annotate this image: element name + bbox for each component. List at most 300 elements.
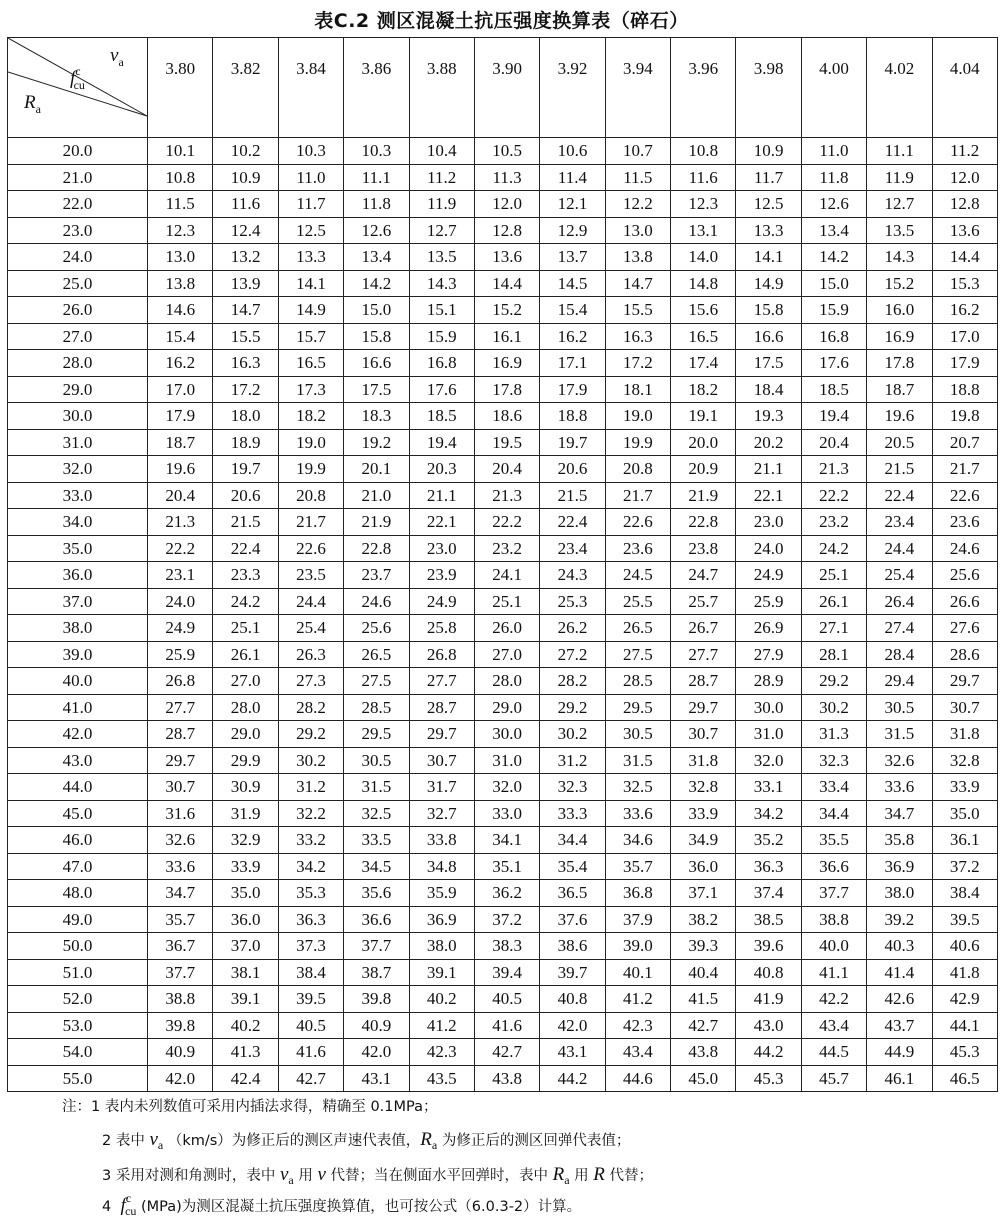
table-cell: 42.7 [671, 1012, 736, 1039]
table-cell: 33.9 [671, 800, 736, 827]
col-header: 3.84 [278, 38, 343, 138]
table-cell: 33.3 [540, 800, 605, 827]
row-header: 34.0 [8, 509, 148, 536]
table-row [8, 933, 998, 960]
table-cell: 17.5 [736, 350, 801, 377]
table-cell: 20.9 [671, 456, 736, 483]
table-cell: 39.5 [278, 986, 343, 1013]
table-cell: 37.3 [278, 933, 343, 960]
table-cell: 13.4 [344, 244, 409, 271]
table-cell: 25.1 [213, 615, 278, 642]
table-cell: 32.0 [736, 747, 801, 774]
table-cell: 14.2 [344, 270, 409, 297]
table-cell: 16.1 [474, 323, 539, 350]
table-cell: 17.9 [540, 376, 605, 403]
table-cell: 39.1 [213, 986, 278, 1013]
corner-header-cell [8, 38, 148, 138]
table-cell: 38.8 [148, 986, 213, 1013]
col-header: 3.94 [605, 38, 670, 138]
table-cell: 21.9 [671, 482, 736, 509]
table-cell: 31.9 [213, 800, 278, 827]
table-row [8, 138, 998, 165]
table-cell: 40.2 [409, 986, 474, 1013]
table-cell: 27.2 [540, 641, 605, 668]
table-cell: 39.4 [474, 959, 539, 986]
table-cell: 33.0 [474, 800, 539, 827]
table-cell: 14.9 [278, 297, 343, 324]
table-cell: 33.6 [867, 774, 932, 801]
table-cell: 11.9 [409, 191, 474, 218]
table-cell: 11.5 [148, 191, 213, 218]
table-cell: 18.4 [736, 376, 801, 403]
col-header: 4.02 [867, 38, 932, 138]
table-cell: 15.9 [801, 297, 866, 324]
table-cell: 44.6 [605, 1065, 670, 1092]
table-cell: 46.5 [932, 1065, 997, 1092]
note-4: 4 $f^c_{cu}$ (MPa)为测区混凝土抗压强度换算值，也可按公式（6.0.3-2）计算。 [102, 1191, 582, 1218]
table-cell: 38.0 [409, 933, 474, 960]
table-cell: 16.2 [148, 350, 213, 377]
table-cell: 13.0 [148, 244, 213, 271]
va-symbol: $v_a$ [110, 45, 124, 69]
table-cell: 41.9 [736, 986, 801, 1013]
row-header: 42.0 [8, 721, 148, 748]
table-cell: 28.0 [213, 694, 278, 721]
table-cell: 32.3 [801, 747, 866, 774]
table-cell: 24.6 [932, 535, 997, 562]
table-cell: 31.8 [671, 747, 736, 774]
table-cell: 29.7 [932, 668, 997, 695]
table-cell: 17.6 [801, 350, 866, 377]
table-cell: 26.1 [213, 641, 278, 668]
row-header: 35.0 [8, 535, 148, 562]
table-cell: 41.2 [409, 1012, 474, 1039]
table-cell: 17.8 [474, 376, 539, 403]
table-cell: 35.1 [474, 853, 539, 880]
row-header: 53.0 [8, 1012, 148, 1039]
table-cell: 11.2 [409, 164, 474, 191]
table-title: 表C.2 测区混凝土抗压强度换算表（碎石） [314, 10, 689, 32]
table-cell: 23.6 [605, 535, 670, 562]
table-cell: 39.6 [736, 933, 801, 960]
table-cell: 16.5 [278, 350, 343, 377]
table-cell: 20.5 [867, 429, 932, 456]
table-cell: 18.6 [474, 403, 539, 430]
table-cell: 21.3 [801, 456, 866, 483]
table-cell: 34.1 [474, 827, 539, 854]
note-2: 2 表中 $v_a$ （km/s）为修正后的测区声速代表值，$R_a$ 为修正后的测区回弹代表值； [102, 1129, 631, 1152]
table-cell: 34.8 [409, 853, 474, 880]
table-row [8, 403, 998, 430]
table-cell: 16.0 [867, 297, 932, 324]
table-row [8, 482, 998, 509]
table-cell: 31.0 [474, 747, 539, 774]
table-cell: 43.7 [867, 1012, 932, 1039]
col-header: 3.80 [148, 38, 213, 138]
table-cell: 26.4 [867, 588, 932, 615]
table-cell: 37.6 [540, 906, 605, 933]
table-cell: 42.7 [278, 1065, 343, 1092]
table-cell: 36.9 [409, 906, 474, 933]
table-cell: 22.6 [605, 509, 670, 536]
table-cell: 18.8 [932, 376, 997, 403]
table-cell: 38.6 [540, 933, 605, 960]
table-row [8, 880, 998, 907]
table-body [8, 138, 998, 1092]
table-cell: 38.1 [213, 959, 278, 986]
table-cell: 17.6 [409, 376, 474, 403]
table-cell: 11.3 [474, 164, 539, 191]
table-cell: 28.9 [736, 668, 801, 695]
table-cell: 27.3 [278, 668, 343, 695]
table-cell: 23.0 [736, 509, 801, 536]
table-cell: 19.6 [148, 456, 213, 483]
table-cell: 31.0 [736, 721, 801, 748]
table-cell: 43.8 [474, 1065, 539, 1092]
table-cell: 22.4 [540, 509, 605, 536]
table-cell: 37.2 [932, 853, 997, 880]
table-cell: 27.5 [605, 641, 670, 668]
table-cell: 30.7 [148, 774, 213, 801]
table-cell: 10.3 [278, 138, 343, 165]
table-cell: 29.9 [213, 747, 278, 774]
table-cell: 27.4 [867, 615, 932, 642]
table-cell: 13.1 [671, 217, 736, 244]
table-cell: 42.3 [605, 1012, 670, 1039]
table-row [8, 959, 998, 986]
table-cell: 29.5 [605, 694, 670, 721]
table-row [8, 853, 998, 880]
table-cell: 35.3 [278, 880, 343, 907]
table-cell: 32.6 [148, 827, 213, 854]
table-row [8, 217, 998, 244]
table-cell: 19.4 [409, 429, 474, 456]
table-cell: 41.8 [932, 959, 997, 986]
row-header: 49.0 [8, 906, 148, 933]
table-cell: 37.1 [671, 880, 736, 907]
table-cell: 11.1 [344, 164, 409, 191]
table-cell: 11.4 [540, 164, 605, 191]
table-cell: 40.5 [278, 1012, 343, 1039]
table-cell: 24.2 [213, 588, 278, 615]
table-cell: 14.6 [148, 297, 213, 324]
table-cell: 26.2 [540, 615, 605, 642]
table-cell: 21.7 [605, 482, 670, 509]
table-cell: 11.9 [867, 164, 932, 191]
table-cell: 20.6 [213, 482, 278, 509]
table-cell: 35.7 [148, 906, 213, 933]
table-cell: 23.0 [409, 535, 474, 562]
table-cell: 12.7 [409, 217, 474, 244]
table-cell: 43.4 [605, 1039, 670, 1066]
table-cell: 41.5 [671, 986, 736, 1013]
table-cell: 45.0 [671, 1065, 736, 1092]
table-cell: 24.0 [148, 588, 213, 615]
table-cell: 13.5 [409, 244, 474, 271]
table-cell: 28.1 [801, 641, 866, 668]
table-cell: 22.1 [409, 509, 474, 536]
table-cell: 31.8 [932, 721, 997, 748]
row-header: 22.0 [8, 191, 148, 218]
table-cell: 18.3 [344, 403, 409, 430]
table-cell: 13.7 [540, 244, 605, 271]
table-cell: 40.8 [736, 959, 801, 986]
table-cell: 17.9 [932, 350, 997, 377]
table-cell: 30.5 [344, 747, 409, 774]
table-cell: 30.9 [213, 774, 278, 801]
table-cell: 35.4 [540, 853, 605, 880]
table-cell: 14.0 [671, 244, 736, 271]
table-cell: 20.4 [474, 456, 539, 483]
table-cell: 19.9 [605, 429, 670, 456]
table-cell: 30.0 [474, 721, 539, 748]
table-cell: 31.2 [540, 747, 605, 774]
table-cell: 21.3 [474, 482, 539, 509]
table-cell: 28.2 [540, 668, 605, 695]
table-cell: 24.1 [474, 562, 539, 589]
table-cell: 45.3 [932, 1039, 997, 1066]
table-cell: 20.1 [344, 456, 409, 483]
table-cell: 10.9 [736, 138, 801, 165]
table-cell: 24.5 [605, 562, 670, 589]
table-cell: 16.2 [540, 323, 605, 350]
row-header: 21.0 [8, 164, 148, 191]
table-cell: 28.7 [148, 721, 213, 748]
table-cell: 34.2 [736, 800, 801, 827]
table-cell: 28.2 [278, 694, 343, 721]
table-cell: 29.0 [474, 694, 539, 721]
table-cell: 15.2 [867, 270, 932, 297]
table-cell: 31.7 [409, 774, 474, 801]
table-cell: 40.4 [671, 959, 736, 986]
table-cell: 19.0 [605, 403, 670, 430]
table-cell: 20.2 [736, 429, 801, 456]
row-header: 40.0 [8, 668, 148, 695]
table-cell: 26.9 [736, 615, 801, 642]
table-cell: 29.4 [867, 668, 932, 695]
table-cell: 33.2 [278, 827, 343, 854]
table-cell: 36.6 [344, 906, 409, 933]
table-cell: 14.2 [801, 244, 866, 271]
table-cell: 11.7 [736, 164, 801, 191]
table-cell: 25.1 [801, 562, 866, 589]
row-header: 29.0 [8, 376, 148, 403]
table-cell: 17.0 [148, 376, 213, 403]
table-cell: 33.4 [801, 774, 866, 801]
table-cell: 32.6 [867, 747, 932, 774]
row-header: 23.0 [8, 217, 148, 244]
table-row [8, 164, 998, 191]
table-cell: 15.9 [409, 323, 474, 350]
table-cell: 43.4 [801, 1012, 866, 1039]
table-cell: 38.0 [867, 880, 932, 907]
table-cell: 13.3 [736, 217, 801, 244]
table-cell: 15.7 [278, 323, 343, 350]
table-cell: 42.0 [540, 1012, 605, 1039]
table-cell: 19.5 [474, 429, 539, 456]
table-cell: 22.2 [148, 535, 213, 562]
table-row [8, 694, 998, 721]
table-cell: 33.8 [409, 827, 474, 854]
table-cell: 32.5 [605, 774, 670, 801]
table-cell: 17.8 [867, 350, 932, 377]
table-cell: 35.0 [213, 880, 278, 907]
table-cell: 34.4 [540, 827, 605, 854]
table-cell: 17.2 [605, 350, 670, 377]
table-cell: 23.7 [344, 562, 409, 589]
table-cell: 10.2 [213, 138, 278, 165]
table-cell: 28.5 [605, 668, 670, 695]
table-cell: 34.4 [801, 800, 866, 827]
table-cell: 31.6 [148, 800, 213, 827]
table-cell: 28.6 [932, 641, 997, 668]
table-cell: 42.0 [344, 1039, 409, 1066]
table-cell: 34.9 [671, 827, 736, 854]
table-cell: 14.7 [213, 297, 278, 324]
table-cell: 31.5 [344, 774, 409, 801]
table-cell: 25.8 [409, 615, 474, 642]
table-cell: 37.0 [213, 933, 278, 960]
table-cell: 37.7 [801, 880, 866, 907]
table-row [8, 827, 998, 854]
table-cell: 26.0 [474, 615, 539, 642]
table-cell: 44.2 [540, 1065, 605, 1092]
table-cell: 44.1 [932, 1012, 997, 1039]
table-cell: 41.3 [213, 1039, 278, 1066]
fcu-symbol: $f^c_{cu}$ [70, 64, 85, 92]
row-header: 54.0 [8, 1039, 148, 1066]
table-cell: 29.7 [148, 747, 213, 774]
table-cell: 28.7 [671, 668, 736, 695]
table-cell: 34.5 [344, 853, 409, 880]
table-cell: 25.4 [867, 562, 932, 589]
table-cell: 43.1 [540, 1039, 605, 1066]
table-row [8, 270, 998, 297]
table-cell: 35.9 [409, 880, 474, 907]
table-cell: 42.4 [213, 1065, 278, 1092]
row-header: 55.0 [8, 1065, 148, 1092]
table-cell: 32.8 [932, 747, 997, 774]
table-cell: 11.8 [344, 191, 409, 218]
table-cell: 33.6 [605, 800, 670, 827]
table-row [8, 1012, 998, 1039]
table-cell: 13.0 [605, 217, 670, 244]
table-cell: 34.6 [605, 827, 670, 854]
row-header: 51.0 [8, 959, 148, 986]
table-cell: 45.7 [801, 1065, 866, 1092]
header-row [8, 38, 998, 138]
table-row [8, 376, 998, 403]
table-cell: 29.7 [671, 694, 736, 721]
table-row [8, 244, 998, 271]
table-cell: 36.6 [801, 853, 866, 880]
table-cell: 27.7 [148, 694, 213, 721]
table-cell: 39.1 [409, 959, 474, 986]
table-cell: 12.2 [605, 191, 670, 218]
table-cell: 26.5 [344, 641, 409, 668]
table-cell: 17.9 [148, 403, 213, 430]
table-cell: 35.7 [605, 853, 670, 880]
table-cell: 21.7 [932, 456, 997, 483]
table-cell: 10.1 [148, 138, 213, 165]
table-cell: 18.8 [540, 403, 605, 430]
table-cell: 36.7 [148, 933, 213, 960]
table-cell: 27.5 [344, 668, 409, 695]
table-cell: 36.3 [278, 906, 343, 933]
table-cell: 18.2 [278, 403, 343, 430]
table-cell: 30.5 [867, 694, 932, 721]
table-cell: 24.9 [736, 562, 801, 589]
table-cell: 26.1 [801, 588, 866, 615]
table-cell: 13.8 [148, 270, 213, 297]
table-cell: 27.7 [671, 641, 736, 668]
table-cell: 43.5 [409, 1065, 474, 1092]
table-cell: 42.0 [148, 1065, 213, 1092]
table-cell: 20.4 [148, 482, 213, 509]
table-cell: 40.5 [474, 986, 539, 1013]
table-cell: 23.3 [213, 562, 278, 589]
table-cell: 33.9 [213, 853, 278, 880]
table-cell: 26.6 [932, 588, 997, 615]
table-row [8, 1065, 998, 1092]
row-header: 30.0 [8, 403, 148, 430]
table-cell: 35.2 [736, 827, 801, 854]
table-cell: 16.3 [213, 350, 278, 377]
table-cell: 31.3 [801, 721, 866, 748]
table-row [8, 774, 998, 801]
table-cell: 24.3 [540, 562, 605, 589]
row-header: 33.0 [8, 482, 148, 509]
row-header: 39.0 [8, 641, 148, 668]
table-cell: 12.6 [801, 191, 866, 218]
table-cell: 13.9 [213, 270, 278, 297]
table-cell: 38.8 [801, 906, 866, 933]
ra-symbol: $R_a$ [24, 92, 41, 116]
table-cell: 21.0 [344, 482, 409, 509]
table-cell: 16.6 [736, 323, 801, 350]
table-cell: 23.4 [867, 509, 932, 536]
table-cell: 20.3 [409, 456, 474, 483]
table-row [8, 588, 998, 615]
table-cell: 38.2 [671, 906, 736, 933]
table-cell: 19.7 [213, 456, 278, 483]
table-cell: 40.3 [867, 933, 932, 960]
table-row [8, 535, 998, 562]
table-cell: 21.5 [213, 509, 278, 536]
table-cell: 41.6 [474, 1012, 539, 1039]
table-cell: 20.6 [540, 456, 605, 483]
table-cell: 37.7 [148, 959, 213, 986]
table-cell: 10.9 [213, 164, 278, 191]
table-cell: 32.9 [213, 827, 278, 854]
table-cell: 44.2 [736, 1039, 801, 1066]
table-cell: 40.6 [932, 933, 997, 960]
table-cell: 23.2 [474, 535, 539, 562]
table-cell: 24.2 [801, 535, 866, 562]
table-cell: 15.3 [932, 270, 997, 297]
table-cell: 12.4 [213, 217, 278, 244]
table-row [8, 906, 998, 933]
table-cell: 22.8 [344, 535, 409, 562]
table-cell: 19.9 [278, 456, 343, 483]
table-cell: 31.5 [867, 721, 932, 748]
table-cell: 10.7 [605, 138, 670, 165]
col-header: 3.86 [344, 38, 409, 138]
row-header: 52.0 [8, 986, 148, 1013]
row-header: 36.0 [8, 562, 148, 589]
table-cell: 18.0 [213, 403, 278, 430]
table-cell: 18.1 [605, 376, 670, 403]
